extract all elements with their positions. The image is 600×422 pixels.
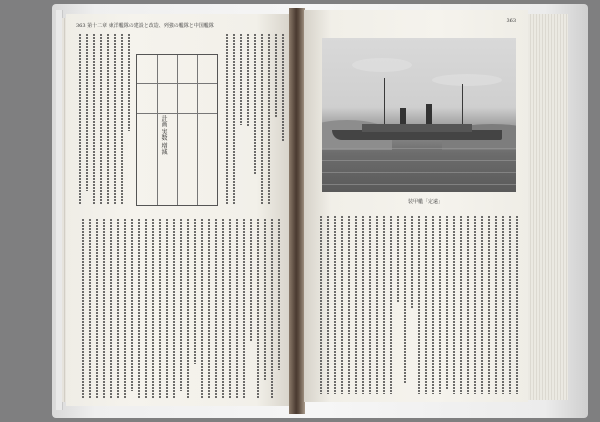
text-column xyxy=(369,216,371,394)
text-column xyxy=(404,216,406,384)
text-column xyxy=(93,34,95,204)
text-column xyxy=(110,219,112,399)
text-column xyxy=(194,219,196,364)
text-column xyxy=(460,216,462,394)
text-column xyxy=(152,219,154,399)
text-column xyxy=(166,219,168,399)
text-column xyxy=(247,34,249,127)
text-column xyxy=(397,216,399,303)
text-column xyxy=(390,216,392,394)
text-column xyxy=(334,216,336,394)
text-column xyxy=(432,216,434,394)
text-column xyxy=(425,216,427,394)
text-column xyxy=(236,219,238,399)
text-column xyxy=(467,216,469,394)
text-column xyxy=(348,216,350,394)
text-column xyxy=(250,219,252,341)
text-column xyxy=(180,219,182,391)
text-column xyxy=(488,216,490,394)
text-column xyxy=(243,219,245,399)
text-column xyxy=(495,216,497,394)
text-column xyxy=(411,216,413,308)
left-page-text-upper-left xyxy=(76,34,132,204)
text-column xyxy=(264,219,266,381)
photo-caption: 装甲艦「定遠」 xyxy=(408,199,444,205)
text-column xyxy=(79,34,81,204)
text-column xyxy=(187,219,189,399)
text-column xyxy=(128,34,130,131)
left-page-text-upper xyxy=(226,34,286,204)
text-column xyxy=(215,219,217,399)
ship-photograph xyxy=(322,38,516,192)
text-column xyxy=(208,219,210,399)
text-column xyxy=(275,34,277,117)
right-page-number: 363 xyxy=(506,18,516,24)
text-column xyxy=(114,34,116,204)
text-column xyxy=(138,219,140,399)
book-spine xyxy=(289,8,305,414)
text-column xyxy=(509,216,511,394)
text-column xyxy=(131,219,133,391)
text-column xyxy=(261,34,263,204)
data-table xyxy=(136,54,218,206)
text-column xyxy=(201,219,203,399)
text-column xyxy=(103,219,105,399)
text-column xyxy=(376,216,378,394)
left-page-header: 363 第十二章 東洋艦隊の建設と改造、列強の艦隊と中国艦隊 xyxy=(76,23,214,29)
text-column xyxy=(254,34,256,175)
text-column xyxy=(418,216,420,394)
text-column xyxy=(240,34,242,125)
text-column xyxy=(145,219,147,399)
text-column xyxy=(124,219,126,399)
text-column xyxy=(159,219,161,399)
text-column xyxy=(481,216,483,394)
text-column xyxy=(383,216,385,394)
text-column xyxy=(226,34,228,204)
text-column xyxy=(173,219,175,399)
table-column-label: 計画 実数 増減 xyxy=(160,115,167,155)
text-column xyxy=(278,219,280,370)
text-column xyxy=(117,219,119,399)
text-column xyxy=(229,219,231,399)
page-edges-right xyxy=(528,14,568,400)
text-column xyxy=(271,219,273,399)
text-column xyxy=(96,219,98,399)
text-column xyxy=(100,34,102,204)
text-column xyxy=(222,219,224,399)
text-column xyxy=(320,216,322,394)
text-column xyxy=(439,216,441,394)
text-column xyxy=(327,216,329,394)
text-column xyxy=(233,34,235,204)
text-column xyxy=(282,34,284,142)
text-column xyxy=(121,34,123,204)
text-column xyxy=(362,216,364,394)
text-column xyxy=(446,216,448,389)
left-page-text-lower xyxy=(76,219,282,399)
text-column xyxy=(89,219,91,399)
text-column xyxy=(355,216,357,394)
text-column xyxy=(268,34,270,204)
text-column xyxy=(86,34,88,191)
text-column xyxy=(516,216,518,394)
text-column xyxy=(257,219,259,399)
right-page xyxy=(304,10,528,402)
left-page xyxy=(66,14,290,406)
text-column xyxy=(474,216,476,394)
text-column xyxy=(453,216,455,394)
text-column xyxy=(502,216,504,394)
right-page-text-lower xyxy=(314,216,520,394)
text-column xyxy=(341,216,343,394)
text-column xyxy=(107,34,109,204)
text-column xyxy=(82,219,84,399)
